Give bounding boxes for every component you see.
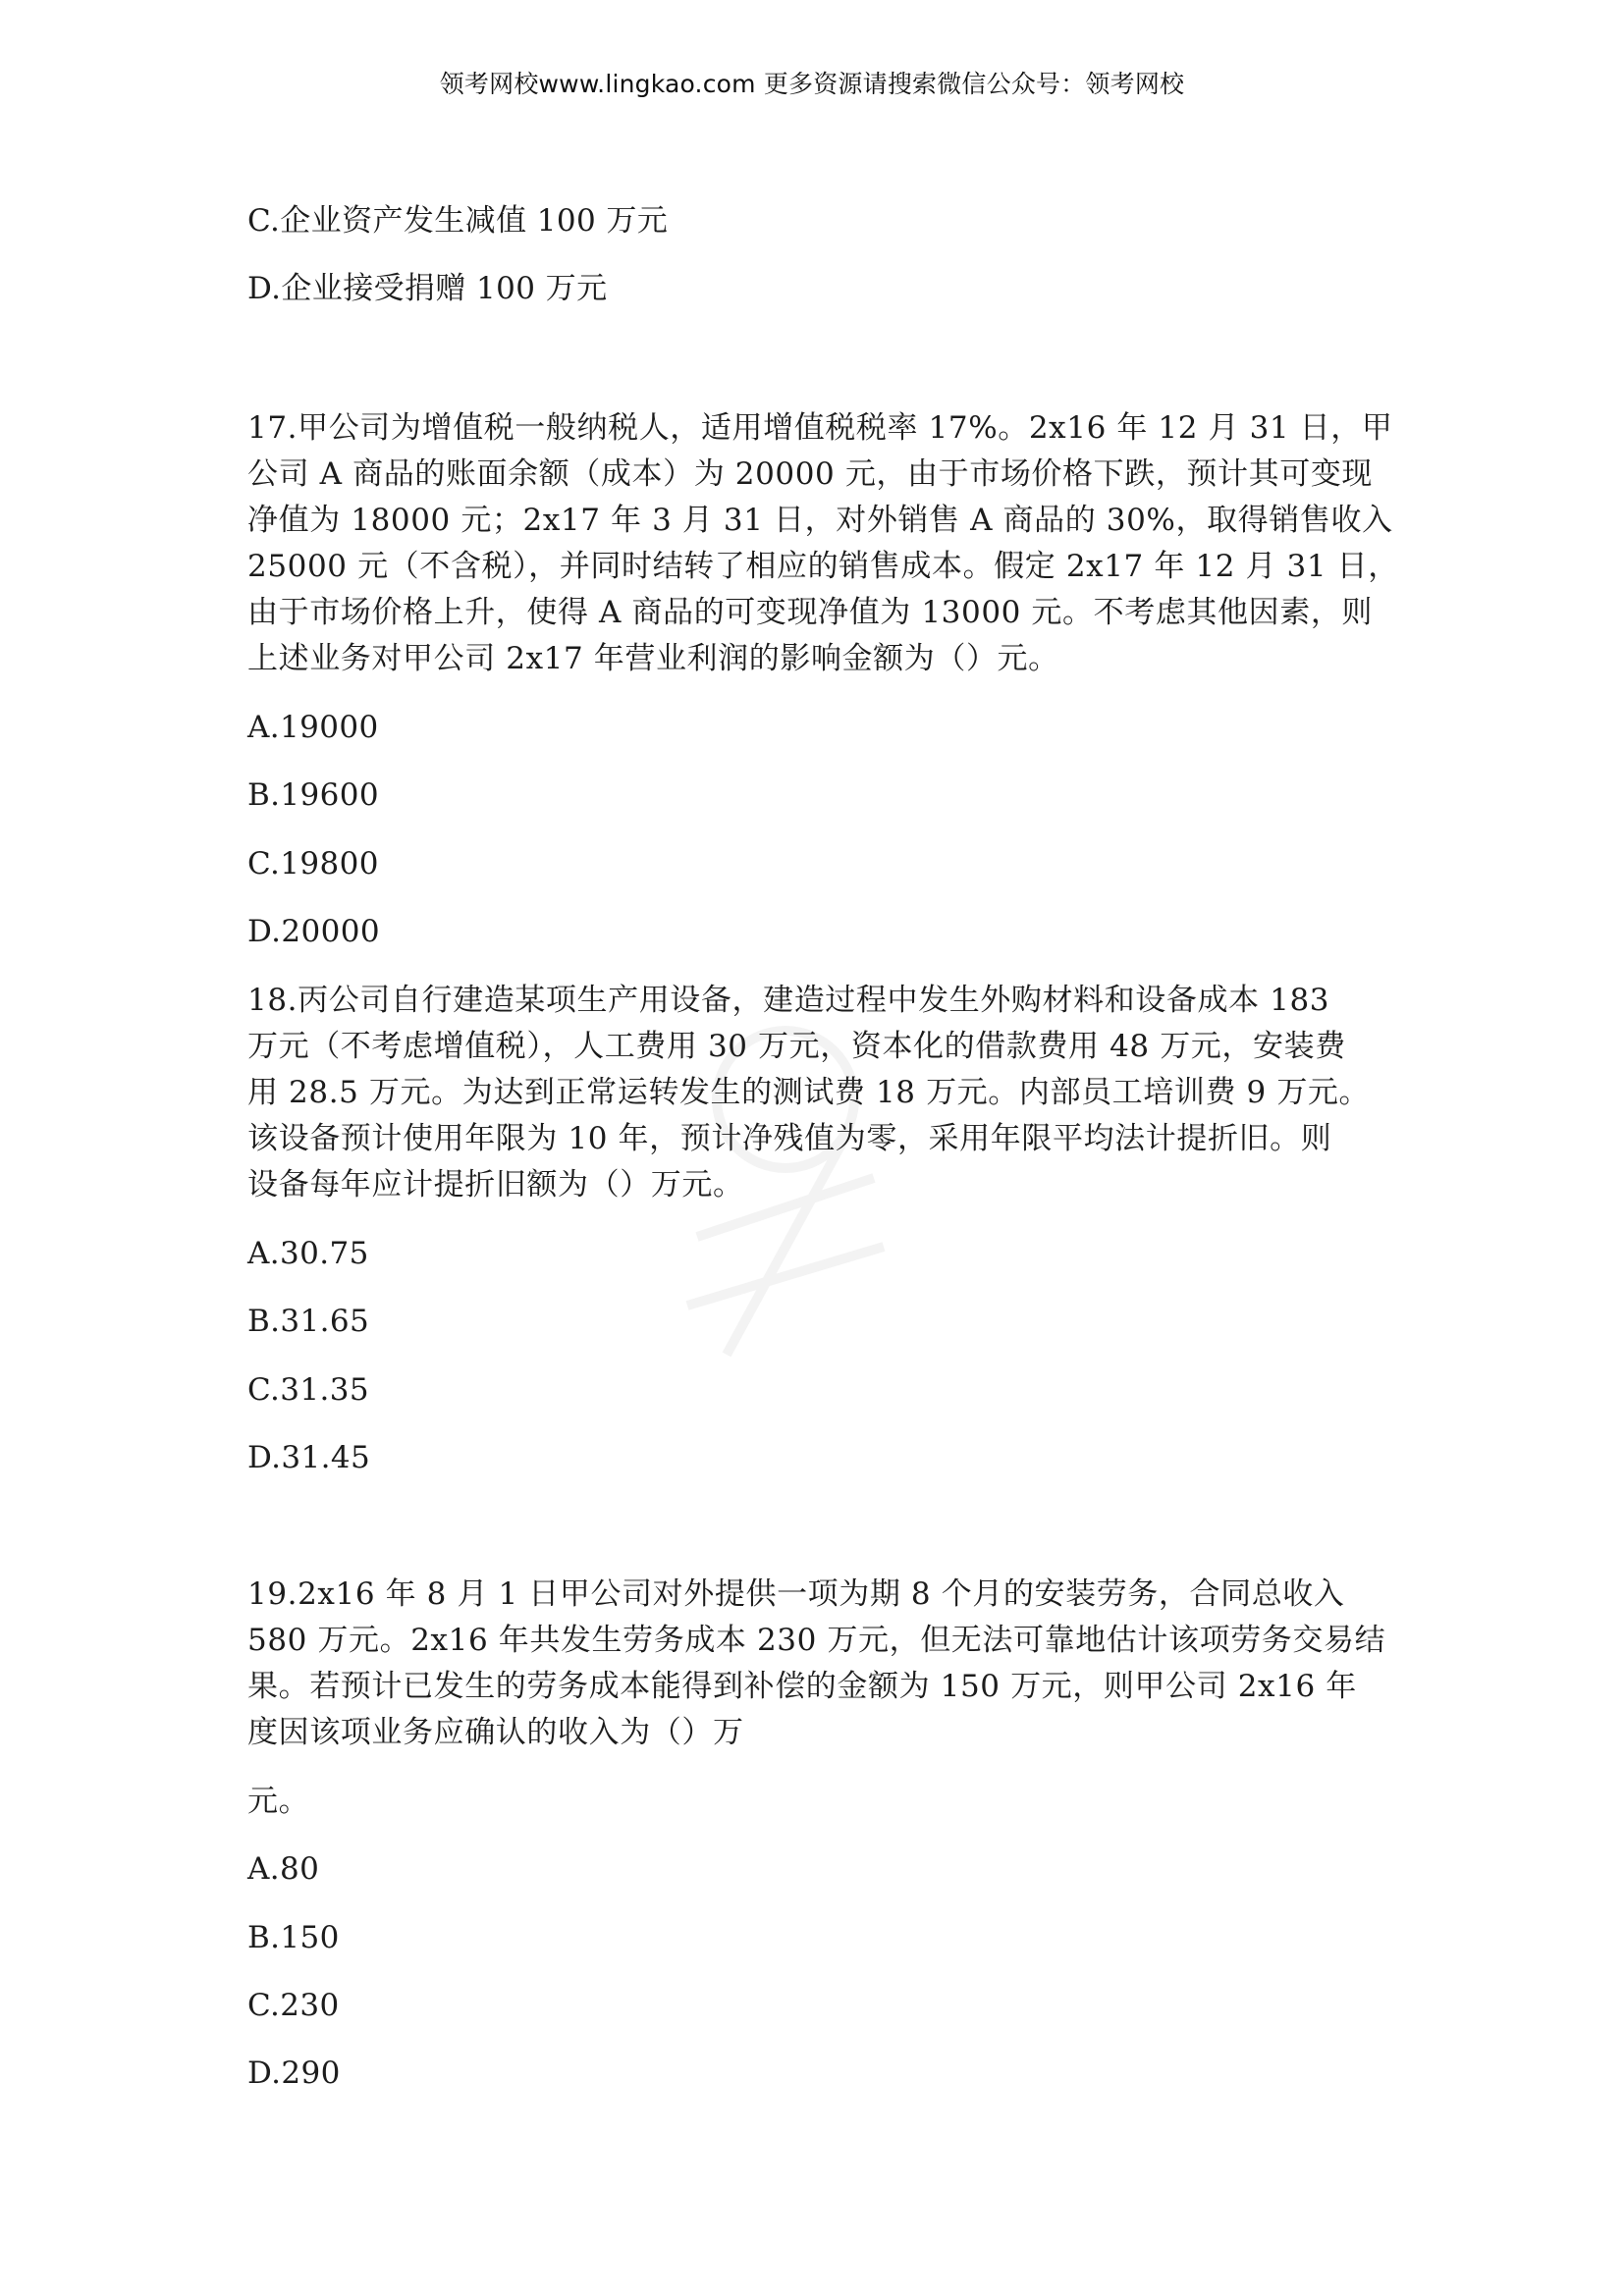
question-18-line: 用 28.5 万元。为达到正常运转发生的测试费 18 万元。内部员工培训费 9 万元。 <box>247 1075 1371 1110</box>
option-a: A.19000 <box>247 710 379 745</box>
question-17-line: 公司 A 商品的账面余额（成本）为 20000 元，由于市场价格下跌，预计其可变现 <box>247 456 1374 492</box>
question-18-line: 该设备预计使用年限为 10 年，预计净残值为零，采用年限平均法计提折旧。则 <box>247 1121 1332 1156</box>
question-18-line: 18.丙公司自行建造某项生产用设备，建造过程中发生外购材料和设备成本 183 <box>247 983 1330 1018</box>
option-c: C.19800 <box>247 846 379 881</box>
question-17-line: 上述业务对甲公司 2x17 年营业利润的影响金额为（）元。 <box>247 641 1059 676</box>
option-b: B.19600 <box>247 777 380 813</box>
page-header: 领考网校www.lingkao.com 更多资源请搜索微信公众号：领考网校 <box>439 70 1185 98</box>
option-c: C.31.35 <box>247 1372 370 1408</box>
question-18-line: 万元（不考虑增值税），人工费用 30 万元，资本化的借款费用 48 万元，安装费 <box>247 1029 1346 1064</box>
option-b: B.31.65 <box>247 1304 370 1339</box>
option-b: B.150 <box>247 1920 340 1955</box>
question-17-line: 净值为 18000 元；2x17 年 3 月 31 日，对外销售 A 商品的 30%，取得销售收入 <box>247 503 1393 538</box>
option-a: A.80 <box>247 1851 320 1887</box>
option-c: C.企业资产发生减值 100 万元 <box>247 203 669 239</box>
option-d: D.20000 <box>247 914 381 949</box>
question-19-line: 19.2x16 年 8 月 1 日甲公司对外提供一项为期 8 个月的安装劳务，合同总收入 <box>247 1576 1345 1612</box>
question-19-line: 果。若预计已发生的劳务成本能得到补偿的金额为 150 万元，则甲公司 2x16 年 <box>247 1669 1357 1704</box>
question-18-line: 设备每年应计提折旧额为（）万元。 <box>247 1167 744 1202</box>
question-17-line: 17.甲公司为增值税一般纳税人，适用增值税税率 17%。2x16 年 12 月 31 日，甲 <box>247 410 1393 446</box>
option-d: D.企业接受捐赠 100 万元 <box>247 271 608 306</box>
question-19-line: 度因该项业务应确认的收入为（）万 <box>247 1715 744 1750</box>
option-d: D.31.45 <box>247 1440 371 1475</box>
question-19-line: 元。 <box>247 1784 310 1819</box>
option-d: D.290 <box>247 2056 341 2091</box>
option-a: A.30.75 <box>247 1236 369 1271</box>
question-17-line: 由于市场价格上升，使得 A 商品的可变现净值为 13000 元。不考虑其他因素，则 <box>247 595 1374 630</box>
option-c: C.230 <box>247 1988 340 2023</box>
question-17-line: 25000 元（不含税），并同时结转了相应的销售成本。假定 2x17 年 12 月 31 日， <box>247 549 1399 584</box>
question-19-line: 580 万元。2x16 年共发生劳务成本 230 万元，但无法可靠地估计该项劳务交易结 <box>247 1623 1386 1658</box>
